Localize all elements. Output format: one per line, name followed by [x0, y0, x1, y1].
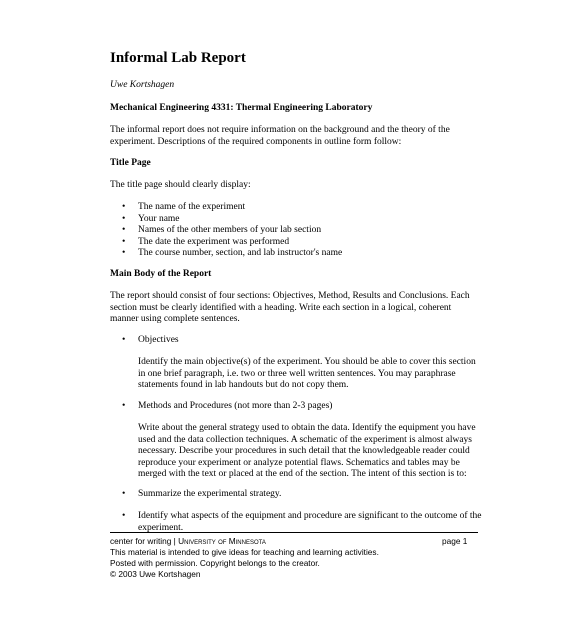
footer-copyright: © 2003 Uwe Kortshagen [110, 569, 201, 579]
list-item: • The date the experiment was performed [122, 236, 290, 247]
footer-credit: center for writing | University of Minnesota [110, 536, 266, 546]
footer-note: This material is intended to give ideas for teaching and learning activities. [110, 547, 379, 557]
title-page-list [110, 202, 482, 260]
list-item: • Your name [122, 213, 180, 224]
list-item: • Identify what aspects of the equipment and procedure are significant to the outcome of the experiment. [122, 511, 482, 533]
bullet-icon: • [122, 489, 126, 499]
bullet-icon: • [122, 401, 126, 411]
methods-sub-list-2 [110, 511, 482, 534]
objectives-label: Objectives [138, 335, 179, 345]
list-item: • Summarize the experimental strategy. [122, 489, 282, 499]
course-title: Mechanical Engineering 4331: Thermal Engineering Laboratory [110, 103, 373, 113]
author-name: Uwe Kortshagen [110, 80, 175, 90]
intro-paragraph: The informal report does not require information on the background and the theory of the experiment. Descriptions of the required components in outline form follow: [110, 125, 450, 147]
methods-text: Write about the general strategy used to obtain the data. Identify the equipment you have used and the data collection techniques. A schematic of the experiment is almost always necessary. Describe your procedures in such detail that the knowledgeable reader could reproduce your experiment or analyze potential flaws. Schematics and tables may be merged with the text or placed at the end of the section. The intent of this section is to: [138, 423, 476, 480]
bullet-icon: • [122, 202, 126, 212]
list-item: • Names of the other members of your lab section [122, 225, 322, 236]
title-page-lead: The title page should clearly display: [110, 180, 251, 190]
title-page-heading: Title Page [110, 158, 151, 168]
footer-permission: Posted with permission. Copyright belongs to the creator. [110, 558, 320, 568]
page-number: page 1 [442, 536, 468, 546]
list-item: • The name of the experiment [122, 202, 246, 212]
methods-sub-list [110, 489, 482, 501]
methods-label: Methods and Procedures (not more than 2-3 pages) [138, 401, 333, 411]
main-body-lead: The report should consist of four sections: Objectives, Method, Results and Conclusions. Each section must be clearly identified with a heading. Write each section in a logical, coherent manner using complete sentences. [110, 291, 470, 325]
main-body-heading: Main Body of the Report [110, 269, 212, 279]
document-title: Informal Lab Report [110, 50, 246, 66]
footer-divider [110, 532, 478, 533]
objectives-text: Identify the main objective(s) of the experiment. You should be able to cover this section in one brief paragraph, i.e. two or three well written sentences. You may paraphrase statements found in lab handouts but do not copy them. [138, 357, 476, 391]
bullet-icon: • [122, 335, 126, 345]
methods-item [110, 401, 482, 413]
bullet-icon: • [122, 213, 126, 224]
bullet-icon: • [122, 248, 126, 259]
bullet-icon: • [122, 225, 126, 236]
list-item: • The course number, section, and lab instructor's name [122, 248, 343, 259]
objectives-item [110, 335, 482, 347]
bullet-icon: • [122, 236, 126, 247]
university-name: University of Minnesota [178, 536, 266, 546]
bullet-icon: • [122, 511, 126, 521]
